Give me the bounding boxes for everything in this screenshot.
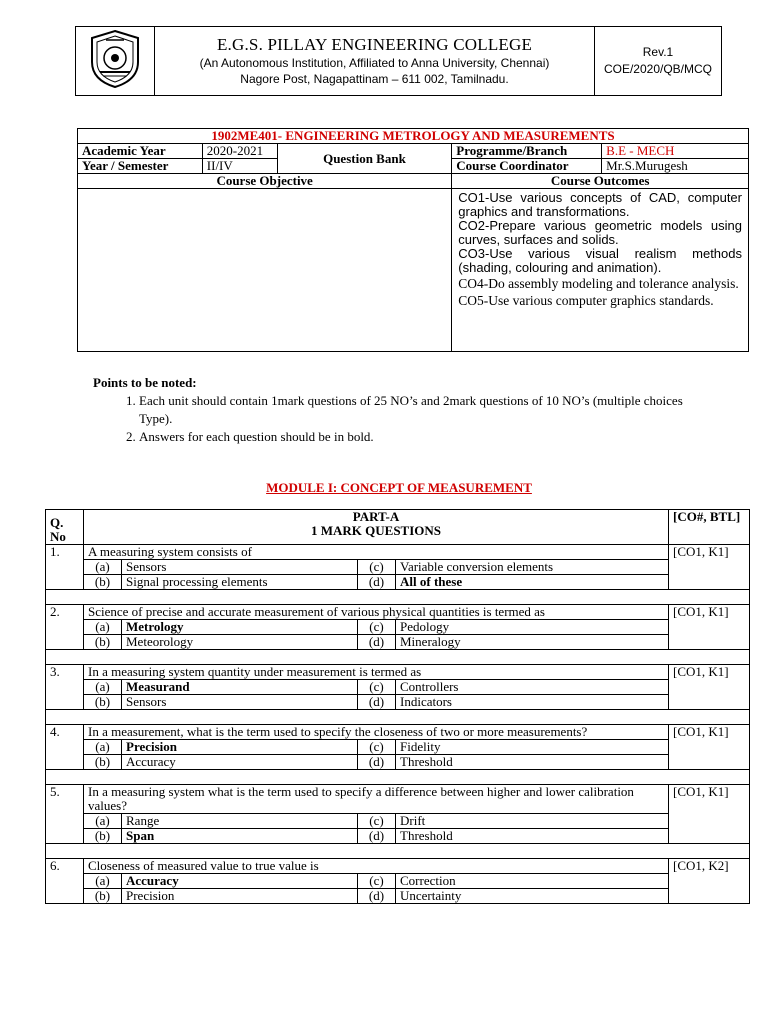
question-number: 5. [46, 785, 84, 844]
college-seal-icon [86, 28, 144, 90]
option-label-c: (c) [358, 740, 396, 755]
option-label-d: (d) [358, 755, 396, 770]
question-text: Science of precise and accurate measurement of various physical quantities is termed as [84, 605, 669, 620]
option-c: Correction [396, 874, 669, 889]
option-d: Indicators [396, 695, 669, 710]
option-row [46, 740, 750, 755]
course-outcomes-body [452, 189, 749, 352]
question-text: In a measurement, what is the term used to specify the closeness of two or more measurements? [84, 725, 669, 740]
co-btl-blank [669, 740, 750, 770]
option-label-b: (b) [84, 695, 122, 710]
question-text: In a measuring system what is the term used to specify a difference between higher and lower calibration values? [84, 785, 669, 814]
option-label-c: (c) [358, 620, 396, 635]
option-a: Metrology [122, 620, 358, 635]
question-co-btl: [CO1, K1] [669, 785, 750, 814]
option-row [46, 635, 750, 650]
co-btl-blank [669, 620, 750, 650]
college-logo [76, 27, 155, 96]
programme-value: B.E - MECH [602, 144, 749, 159]
question-row [46, 785, 750, 814]
option-label-a: (a) [84, 680, 122, 695]
question-table [45, 509, 750, 904]
college-address: Nagore Post, Nagapattinam – 611 002, Tamilnadu. [240, 72, 509, 86]
option-c: Drift [396, 814, 669, 829]
college-header [75, 26, 722, 96]
option-label-b: (b) [84, 635, 122, 650]
option-label-b: (b) [84, 889, 122, 904]
option-row [46, 560, 750, 575]
option-label-a: (a) [84, 620, 122, 635]
question-text: Closeness of measured value to true value is [84, 859, 669, 874]
option-label-c: (c) [358, 814, 396, 829]
option-label-c: (c) [358, 874, 396, 889]
option-label-b: (b) [84, 755, 122, 770]
option-c: Fidelity [396, 740, 669, 755]
mark-label: 1 MARK QUESTIONS [311, 523, 442, 538]
option-d: Uncertainty [396, 889, 669, 904]
notes-section [93, 374, 713, 446]
option-b: Sensors [122, 695, 358, 710]
notes-list [93, 392, 713, 446]
outcome-co4: CO4-Do assembly modeling and tolerance analysis. [458, 276, 739, 291]
spacer-cell [46, 770, 750, 785]
option-d: Threshold [396, 829, 669, 844]
question-text: In a measuring system quantity under measurement is termed as [84, 665, 669, 680]
note-item: 1. Each unit should contain 1mark questions of 25 NO’s and 2mark questions of 10 NO’s (multiple choices Type). [139, 392, 713, 428]
year-semester-label: Year / Semester [78, 159, 203, 174]
option-c: Pedology [396, 620, 669, 635]
revision: Rev.1 [642, 45, 674, 59]
spacer-row [46, 770, 750, 785]
academic-year-label: Academic Year [78, 144, 203, 159]
spacer-cell [46, 650, 750, 665]
course-objective-body [78, 189, 452, 352]
revision-cell [595, 27, 722, 96]
outcome-co2: CO2-Prepare various geometric models using curves, surfaces and solids. [458, 218, 742, 247]
question-number: 4. [46, 725, 84, 770]
programme-label: Programme/Branch [452, 144, 602, 159]
option-a: Accuracy [122, 874, 358, 889]
option-label-a: (a) [84, 874, 122, 889]
option-a: Sensors [122, 560, 358, 575]
question-row [46, 665, 750, 680]
coordinator-label: Course Coordinator [452, 159, 602, 174]
option-label-a: (a) [84, 814, 122, 829]
question-number: 6. [46, 859, 84, 904]
option-label-d: (d) [358, 635, 396, 650]
option-row [46, 695, 750, 710]
co-btl-blank [669, 814, 750, 844]
college-affiliation: (An Autonomous Institution, Affiliated to Anna University, Chennai) [199, 56, 550, 70]
qno-header: Q. No [46, 510, 84, 545]
question-co-btl: [CO1, K1] [669, 545, 750, 560]
co-btl-header: [CO#, BTL] [669, 510, 750, 545]
option-label-b: (b) [84, 575, 122, 590]
option-row [46, 575, 750, 590]
question-bank-label: Question Bank [277, 144, 452, 174]
spacer-row [46, 710, 750, 725]
course-objective-header: Course Objective [78, 174, 452, 189]
co-btl-blank [669, 560, 750, 590]
question-co-btl: [CO1, K1] [669, 605, 750, 620]
option-d: Mineralogy [396, 635, 669, 650]
question-text: A measuring system consists of [84, 545, 669, 560]
option-row [46, 829, 750, 844]
option-label-d: (d) [358, 829, 396, 844]
option-c: Controllers [396, 680, 669, 695]
option-row [46, 755, 750, 770]
spacer-row [46, 844, 750, 859]
option-b: Precision [122, 889, 358, 904]
option-a: Precision [122, 740, 358, 755]
option-c: Variable conversion elements [396, 560, 669, 575]
course-title: 1902ME401- ENGINEERING METROLOGY AND MEASUREMENTS [78, 129, 749, 144]
note-item: 2. Answers for each question should be in bold. [139, 428, 713, 446]
question-row [46, 725, 750, 740]
outcome-co5: CO5-Use various computer graphics standards. [458, 293, 714, 308]
option-label-c: (c) [358, 560, 396, 575]
spacer-cell [46, 590, 750, 605]
question-co-btl: [CO1, K2] [669, 859, 750, 874]
option-label-d: (d) [358, 889, 396, 904]
option-row [46, 889, 750, 904]
course-outcomes-header: Course Outcomes [452, 174, 749, 189]
college-title-cell [155, 27, 595, 96]
question-row [46, 859, 750, 874]
option-row [46, 814, 750, 829]
option-a: Range [122, 814, 358, 829]
module-title: MODULE I: CONCEPT OF MEASUREMENT [266, 480, 532, 495]
question-number: 2. [46, 605, 84, 650]
option-label-d: (d) [358, 575, 396, 590]
question-number: 3. [46, 665, 84, 710]
option-b: Signal processing elements [122, 575, 358, 590]
option-b: Meteorology [122, 635, 358, 650]
outcome-co3: CO3-Use various visual realism methods (shading, colouring and animation). [458, 246, 742, 275]
option-b: Accuracy [122, 755, 358, 770]
option-label-b: (b) [84, 829, 122, 844]
college-name: E.G.S. PILLAY ENGINEERING COLLEGE [216, 35, 533, 54]
option-d: Threshold [396, 755, 669, 770]
spacer-row [46, 590, 750, 605]
option-row [46, 874, 750, 889]
co-btl-blank [669, 680, 750, 710]
notes-title: Points to be noted: [93, 375, 197, 390]
question-row [46, 605, 750, 620]
option-d: All of these [396, 575, 669, 590]
question-co-btl: [CO1, K1] [669, 725, 750, 740]
option-label-d: (d) [358, 695, 396, 710]
spacer-row [46, 650, 750, 665]
year-semester-value: II/IV [202, 159, 277, 174]
option-label-a: (a) [84, 560, 122, 575]
option-a: Measurand [122, 680, 358, 695]
academic-year-value: 2020-2021 [202, 144, 277, 159]
option-row [46, 680, 750, 695]
question-co-btl: [CO1, K1] [669, 665, 750, 680]
option-label-c: (c) [358, 680, 396, 695]
question-row [46, 545, 750, 560]
part-header [84, 510, 669, 545]
coordinator-value: Mr.S.Murugesh [602, 159, 749, 174]
spacer-cell [46, 844, 750, 859]
doc-code: COE/2020/QB/MCQ [603, 62, 713, 76]
course-details-table [77, 128, 749, 352]
option-label-a: (a) [84, 740, 122, 755]
option-row [46, 620, 750, 635]
question-number: 1. [46, 545, 84, 590]
option-b: Span [122, 829, 358, 844]
part-label: PART-A [352, 509, 400, 524]
spacer-cell [46, 710, 750, 725]
co-btl-blank [669, 874, 750, 904]
outcome-co1: CO1-Use various concepts of CAD, computer graphics and transformations. [458, 190, 742, 219]
